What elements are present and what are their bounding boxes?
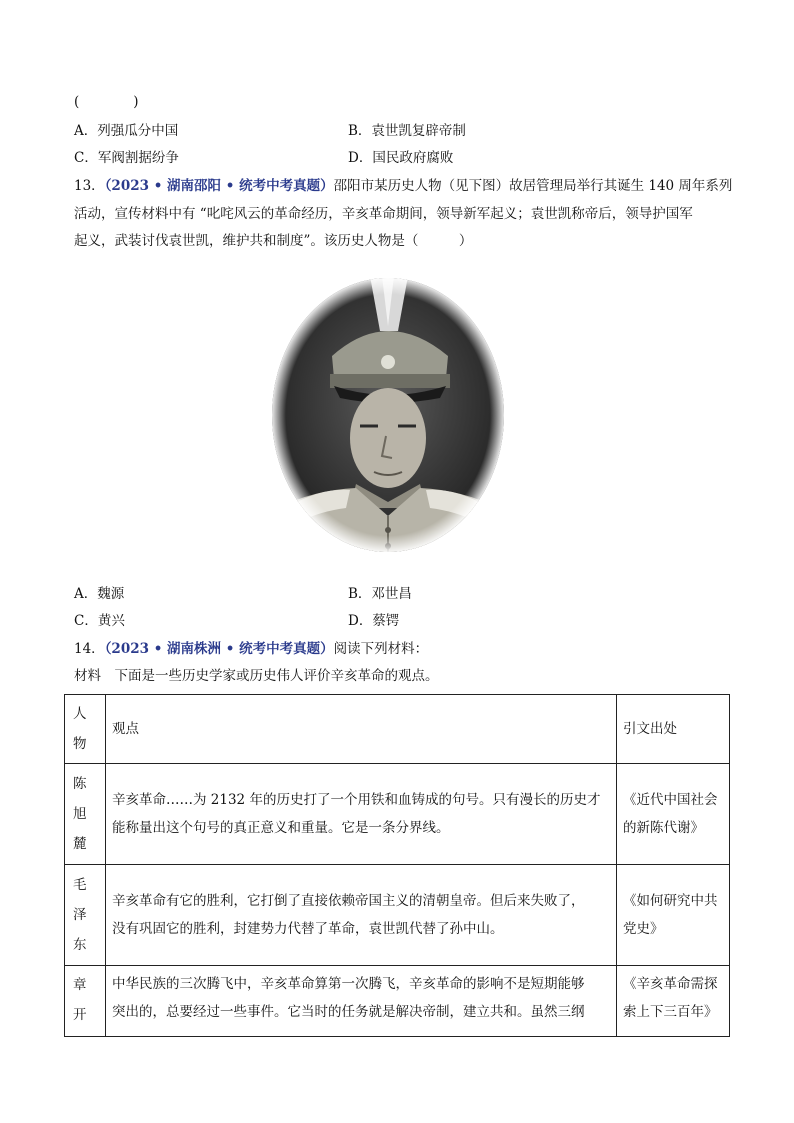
q12-answer-blank: ( ): [74, 94, 139, 110]
row-citation: [617, 865, 730, 966]
person-char: 泽: [73, 907, 87, 923]
q13-text: 邵阳市某历史人物（见下图）故居管理局举行其诞生 140 周年系列: [333, 178, 733, 194]
table-header-row: [65, 695, 730, 764]
view-line: 辛亥革命……为 2132 年的历史打了一个用铁和血铸成的句号。只有漫长的历史才: [112, 792, 601, 808]
header-person: [65, 695, 106, 764]
citation-line: 的新陈代谢》: [623, 820, 704, 836]
q14-stem-line1: [74, 639, 428, 659]
citation-line: 索上下三百年》: [623, 1004, 718, 1020]
view-line: 能称量出这个句号的真正意义和重量。它是一条分界线。: [112, 820, 450, 836]
q13-option-b: B．邓世昌: [348, 586, 412, 602]
header-citation: 引文出处: [617, 695, 730, 764]
table-row: [65, 764, 730, 865]
q14-text: 阅读下列材料：: [333, 641, 429, 657]
view-line: 没有巩固它的胜利，封建势力代替了革命，袁世凯代替了孙中山。: [112, 921, 504, 937]
row-citation: [617, 764, 730, 865]
q13-option-d: D．蔡锷: [348, 613, 400, 629]
person-char: 旭: [73, 806, 87, 822]
row-view: [106, 865, 617, 966]
q13-option-c: C．黄兴: [74, 613, 125, 629]
row-citation: [617, 966, 730, 1037]
q12-option-b: B．袁世凯复辟帝制: [348, 123, 466, 139]
q12-option-a: A．列强瓜分中国: [74, 123, 179, 139]
row-view: [106, 966, 617, 1037]
person-char: 东: [73, 937, 87, 953]
q14-source: （2023 • 湖南株洲 • 统考中考真题）: [104, 641, 334, 657]
view-line: 突出的，总要经过一些事件。它当时的任务就是解决帝制，建立共和。虽然三纲: [112, 1004, 585, 1020]
view-line: 中华民族的三次腾飞中，辛亥革命算第一次腾飞，辛亥革命的影响不是短期能够: [112, 976, 585, 992]
person-char: 开: [73, 1007, 87, 1023]
q13-source: （2023 • 湖南邵阳 • 统考中考真题）: [104, 178, 334, 194]
citation-line: 《近代中国社会: [623, 792, 718, 808]
q13-number: 13．: [74, 178, 105, 194]
q13-stem-line1: [74, 176, 732, 196]
q13-option-a: A．魏源: [74, 586, 125, 602]
q13-stem-line2: 活动，宣传材料中有 “叱咤风云的革命经历，辛亥革命期间，领导新军起义；袁世凯称帝后，领导护国军: [74, 206, 693, 222]
row-view: [106, 764, 617, 865]
table-row: [65, 966, 730, 1037]
row-person: [65, 966, 106, 1037]
header-view: 观点: [106, 695, 617, 764]
header-person-char: 人: [73, 706, 87, 722]
q12-option-d: D．国民政府腐败: [348, 150, 454, 166]
person-char: 麓: [73, 836, 87, 852]
q14-material-intro: 材料 下面是一些历史学家或历史伟人评价辛亥革命的观点。: [74, 668, 439, 684]
row-person: [65, 865, 106, 966]
person-char: 毛: [73, 877, 87, 893]
q12-option-c: C．军阀割据纷争: [74, 150, 179, 166]
person-char: 陈: [73, 776, 87, 792]
material-table: [64, 694, 730, 1037]
citation-line: 党史》: [623, 921, 664, 937]
view-line: 辛亥革命有它的胜利，它打倒了直接依赖帝国主义的清朝皇帝。但后来失败了，: [112, 893, 585, 909]
q14-number: 14．: [74, 641, 105, 657]
header-person-char: 物: [73, 736, 87, 752]
person-char: 章: [73, 977, 87, 993]
table-row: [65, 865, 730, 966]
row-person: [65, 764, 106, 865]
citation-line: 《辛亥革命需探: [623, 976, 718, 992]
citation-line: 《如何研究中共: [623, 893, 718, 909]
q13-stem-line3: 起义，武装讨伐袁世凯，维护共和制度”。该历史人物是（ ）: [74, 233, 473, 249]
historical-figure-photo: [270, 276, 506, 554]
